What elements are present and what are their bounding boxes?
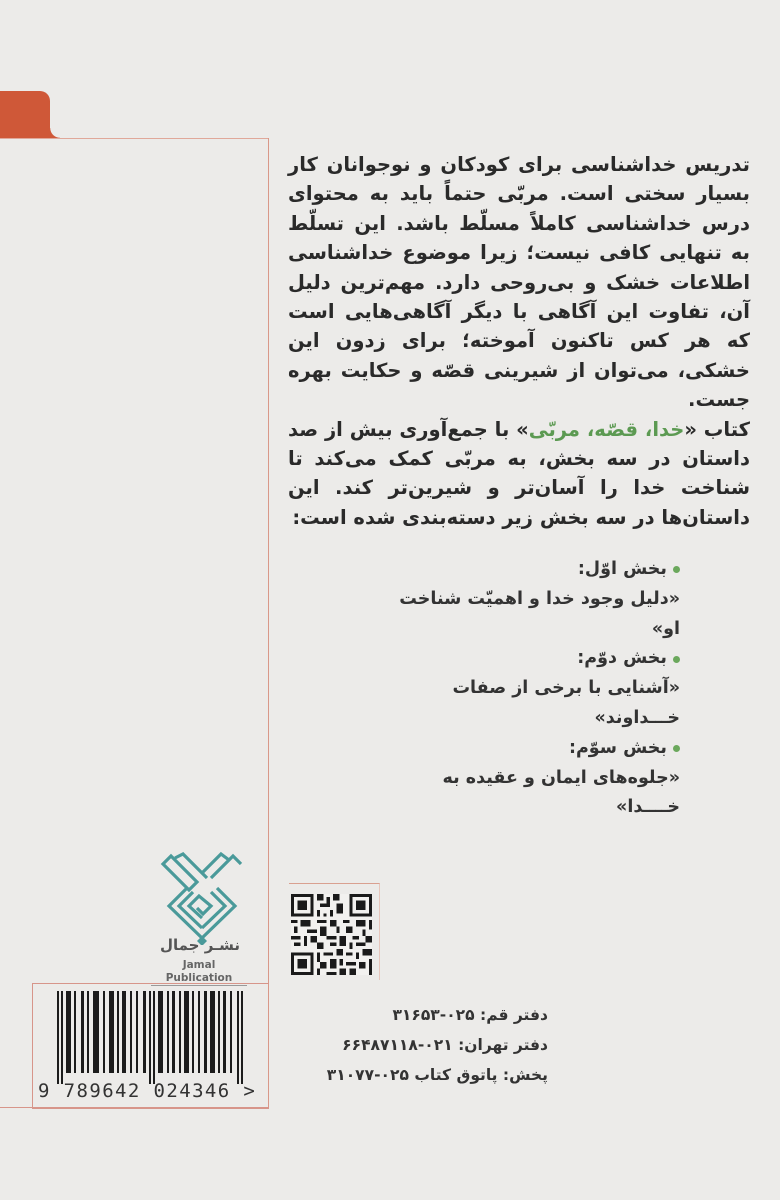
text-fragment: کتاب «: [684, 417, 750, 441]
contact-label: دفتر تهران:: [458, 1036, 548, 1054]
contact-list: [288, 1000, 548, 1090]
publisher-logo-icon: [157, 850, 247, 945]
isbn-number: 9 789642 024346 >: [38, 1080, 257, 1102]
section-desc: «آشنایی با برخی از صفات خـــداوند»: [452, 678, 680, 728]
bullet-icon: [673, 745, 680, 752]
publisher-name-fa: نشـر جمال: [159, 936, 241, 954]
section-desc: «دلیل وجود خدا و اهمیّت شناخت او»: [399, 588, 680, 639]
divider-line: [0, 1107, 269, 1108]
qr-code-icon: [291, 894, 372, 975]
section-list: [380, 555, 680, 823]
contact-item: [288, 1000, 548, 1030]
contact-label: پخش: پاتوق کتاب: [414, 1066, 548, 1084]
text-fragment: » با جمع‌آوری بیش از صد داستان در سه بخش، به مربّی کمک می‌کند تا شناخت خدا را آسان‌تر و شیرین‌تر کند. این داستان‌ها در سه بخش زیر دسته‌بندی شده است:: [288, 417, 750, 529]
blurb-text: [288, 150, 750, 532]
contact-phone: ۰۲۵-۳۱۰۷۷: [326, 1066, 409, 1084]
contact-label: دفتر قم:: [480, 1006, 548, 1024]
divider-line-vertical: [268, 138, 269, 1107]
section-item: [380, 734, 680, 823]
contact-phone: ۰۲۵-۳۱۶۵۳: [392, 1006, 475, 1024]
contact-item: [288, 1030, 548, 1060]
publisher-name-en: Jamal Publication: [151, 959, 247, 986]
section-item: [380, 555, 680, 644]
cover-accent-tab: [0, 91, 50, 138]
section-title: بخش اوّل:: [577, 559, 667, 579]
contact-item: [288, 1060, 548, 1090]
section-title: بخش سوّم:: [568, 737, 667, 758]
section-item: [380, 644, 680, 733]
barcode-icon: [57, 991, 247, 1084]
contact-phone: ۰۲۱-۶۶۴۸۷۱۱۸: [342, 1036, 453, 1054]
divider-line: [0, 138, 269, 139]
bullet-icon: [673, 566, 680, 573]
blurb-paragraph-1: تدریس خداشناسی برای کودکان و نوجوانان کار بسیار سختی است. مربّی حتماً باید به محتوای درس خداشناسی کاملاً مسلّط باشد. این تسلّط به تنهایی کافی نیست؛ زیرا موضوع خداشناسی اطلاعات خشک و بی‌روحی دارد. مهم‌ترین دلیل آن، تفاوت این آگاهی با دیگر آگاهی‌هایی است که هر کس تاکنون آموخته؛ برای زدون این خشکی، می‌توان از شیرینی قصّه و حکایت بهره جست.: [288, 153, 750, 412]
section-title: بخش دوّم:: [577, 648, 667, 669]
bullet-icon: [673, 656, 680, 663]
section-desc: «جلوه‌های ایمان و عقیده به خــــدا»: [442, 767, 680, 818]
blurb-paragraph-2: [288, 415, 750, 533]
book-title: خدا، قصّه، مربّی: [528, 417, 685, 441]
